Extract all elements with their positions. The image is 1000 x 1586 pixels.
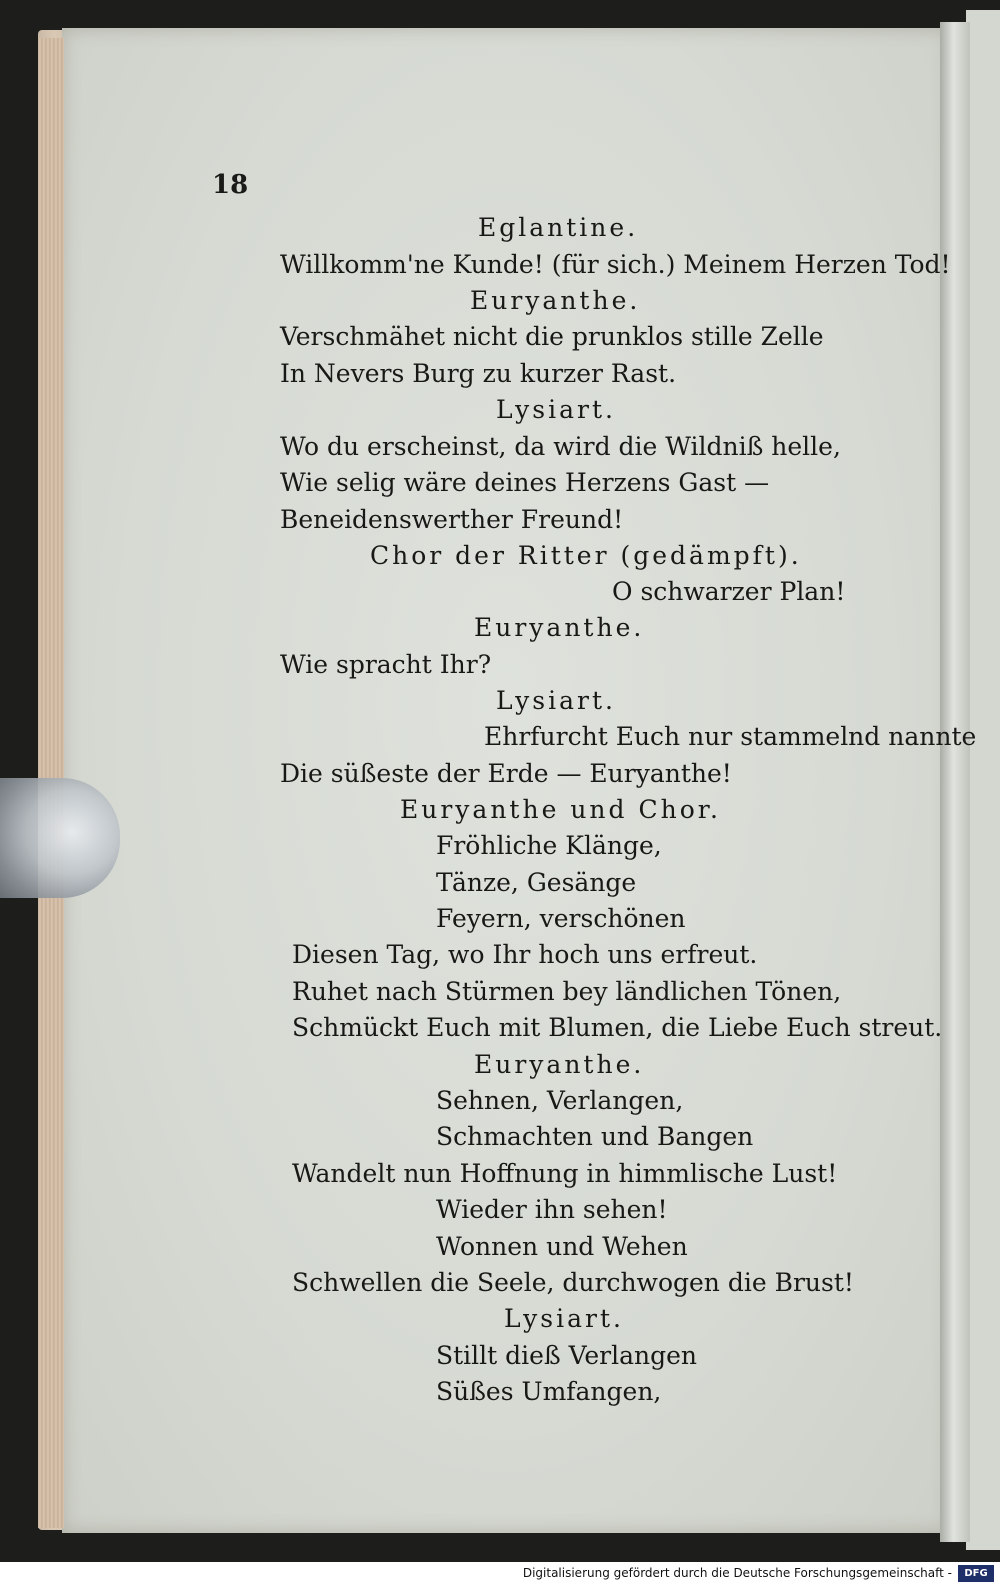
verse-line: Ehrfurcht Euch nur stammelnd nannte xyxy=(484,722,977,751)
facing-page-edge xyxy=(966,10,1000,1550)
verse-line: Sehnen, Verlangen, xyxy=(436,1086,684,1115)
verse-line: Wie spracht Ihr? xyxy=(280,650,492,679)
verse-line: Schmückt Euch mit Blumen, die Liebe Euch streut. xyxy=(292,1013,943,1042)
dfg-logo-icon: DFG xyxy=(958,1565,994,1582)
verse-line: Wonnen und Wehen xyxy=(436,1232,688,1261)
verse-line: Tänze, Gesänge xyxy=(436,868,637,897)
speaker-name: Euryanthe. xyxy=(474,613,645,642)
speaker-name: Euryanthe und Chor. xyxy=(400,795,721,824)
speaker-name: Lysiart. xyxy=(496,686,616,715)
verse-line: Wo du erscheinst, da wird die Wildniß helle, xyxy=(280,432,841,461)
verse-line: Ruhet nach Stürmen bey ländlichen Tönen, xyxy=(292,977,842,1006)
verse-line: O schwarzer Plan! xyxy=(612,577,846,606)
verse-line: Schwellen die Seele, durchwogen die Brust! xyxy=(292,1268,854,1297)
speaker-name: Lysiart. xyxy=(496,395,616,424)
speaker-name: Lysiart. xyxy=(504,1304,624,1333)
verse-line: Wie selig wäre deines Herzens Gast — xyxy=(280,468,770,497)
verse-line: Diesen Tag, wo Ihr hoch uns erfreut. xyxy=(292,940,758,969)
verse-line: Feyern, verschönen xyxy=(436,904,686,933)
verse-line: Wieder ihn sehen! xyxy=(436,1195,668,1224)
page-clip xyxy=(0,778,120,898)
speaker-name: Euryanthe. xyxy=(470,286,641,315)
verse-line: Willkomm'ne Kunde! (für sich.) Meinem Herzen Tod! xyxy=(280,250,951,279)
speaker-name: Euryanthe. xyxy=(474,1050,645,1079)
footer-bar xyxy=(0,1562,1000,1586)
verse-line: Schmachten und Bangen xyxy=(436,1122,754,1151)
verse-line: In Nevers Burg zu kurzer Rast. xyxy=(280,359,677,388)
page-number: 18 xyxy=(212,170,249,200)
verse-line: Die süßeste der Erde — Euryanthe! xyxy=(280,759,732,788)
verse-line: Stillt dieß Verlangen xyxy=(436,1341,697,1370)
verse-line: Süßes Umfangen, xyxy=(436,1377,662,1406)
speaker-name: Eglantine. xyxy=(478,213,639,242)
verse-line: Verschmähet nicht die prunklos stille Zelle xyxy=(280,322,824,351)
verse-line: Wandelt nun Hoffnung in himmlische Lust! xyxy=(292,1159,838,1188)
verse-line: Beneidenswerther Freund! xyxy=(280,505,624,534)
verse-line: Fröhliche Klänge, xyxy=(436,831,662,860)
speaker-name: Chor der Ritter (gedämpft). xyxy=(370,541,802,570)
funding-notice: Digitalisierung gefördert durch die Deutsche Forschungsgemeinschaft - xyxy=(522,1566,952,1580)
